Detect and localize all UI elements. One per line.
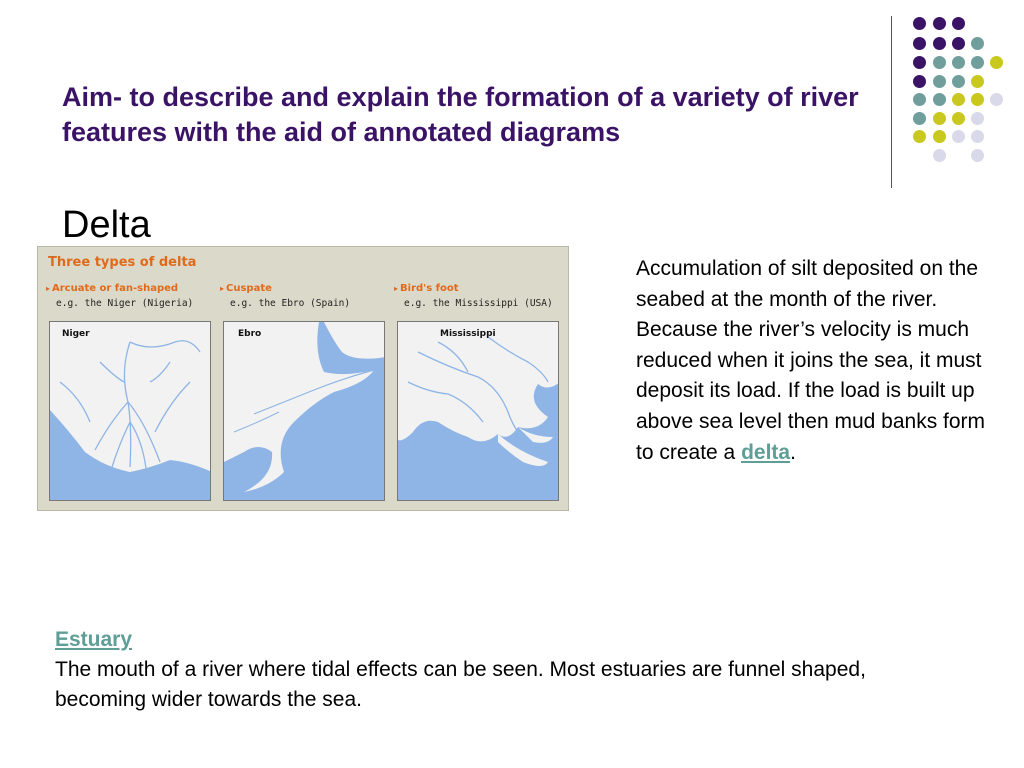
ebro-delta-map: [224, 322, 385, 501]
decorative-dot: [971, 112, 984, 125]
map-panel-ebro: [223, 321, 385, 501]
decorative-dot: [971, 149, 984, 162]
decorative-dot: [971, 75, 984, 88]
triangle-bullet-icon: ▸: [394, 284, 399, 293]
decorative-dot: [933, 149, 946, 162]
decorative-dot: [971, 37, 984, 50]
estuary-definition: The mouth of a river where tidal effects can be seen. Most estuaries are funnel shaped, becoming wider towards the sea.: [55, 658, 866, 711]
decorative-dot: [952, 17, 965, 30]
map-panel-mississippi: [397, 321, 559, 501]
figure-title: Three types of delta: [48, 255, 197, 270]
delta-description-suffix: .: [790, 440, 796, 464]
decorative-dot: [913, 130, 926, 143]
map-panel-niger: [49, 321, 211, 501]
type-heading-birds-foot: [394, 283, 459, 294]
triangle-bullet-icon: ▸: [220, 284, 225, 293]
delta-description-text: Accumulation of silt deposited on the seabed at the month of the river. Because the river’s velocity is much reduced when it joins the sea, it must deposit its load. If the load is built up above sea level then mud banks form to create a: [636, 257, 986, 464]
decorative-dot: [933, 75, 946, 88]
panel-label-ebro: Ebro: [238, 329, 262, 339]
section-heading-delta: Delta: [62, 204, 151, 246]
estuary-link[interactable]: Estuary: [55, 628, 133, 651]
decorative-dot: [952, 93, 965, 106]
decorative-dot: [952, 37, 965, 50]
decorative-dot: [913, 93, 926, 106]
decorative-dot: [913, 37, 926, 50]
type-heading-cuspate: [220, 283, 272, 294]
decorative-dot: [971, 56, 984, 69]
panel-label-niger: Niger: [62, 329, 90, 339]
decorative-dot: [952, 130, 965, 143]
decorative-dot: [933, 37, 946, 50]
decorative-dot: [952, 56, 965, 69]
triangle-bullet-icon: ▸: [46, 284, 51, 293]
decorative-dot: [913, 17, 926, 30]
decorative-dot: [971, 130, 984, 143]
delta-link[interactable]: delta: [741, 440, 791, 464]
mississippi-delta-map: [398, 322, 559, 501]
decorative-dot: [971, 93, 984, 106]
decorative-dot: [990, 56, 1003, 69]
decorative-divider-line: [891, 16, 892, 188]
decorative-dot: [933, 56, 946, 69]
decorative-dot: [913, 112, 926, 125]
delta-types-figure: [37, 246, 569, 511]
decorative-dot: [990, 93, 1003, 106]
decorative-dot: [952, 112, 965, 125]
decorative-dot: [933, 112, 946, 125]
decorative-dot: [933, 93, 946, 106]
type-example-cuspate: e.g. the Ebro (Spain): [230, 298, 351, 309]
panel-label-mississippi: Mississippi: [440, 329, 496, 339]
type-example-arcuate: e.g. the Niger (Nigeria): [56, 298, 194, 309]
slide-title: Aim- to describe and explain the formation of a variety of river features with the aid of annotated diagrams: [62, 82, 859, 147]
decorative-dot: [933, 17, 946, 30]
decorative-dot: [913, 56, 926, 69]
type-heading-label: Cuspate: [226, 283, 272, 294]
type-heading-label: Arcuate or fan-shaped: [52, 283, 179, 294]
decorative-dot: [933, 130, 946, 143]
decorative-dot: [952, 75, 965, 88]
type-example-birds-foot: e.g. the Mississippi (USA): [404, 298, 553, 309]
niger-delta-map: [50, 322, 211, 501]
estuary-section: [55, 625, 935, 715]
type-heading-label: Bird's foot: [400, 283, 459, 294]
delta-description: [636, 254, 986, 468]
decorative-dot-grid: [0, 0, 1024, 200]
type-heading-arcuate: [46, 283, 178, 294]
decorative-dot: [913, 75, 926, 88]
